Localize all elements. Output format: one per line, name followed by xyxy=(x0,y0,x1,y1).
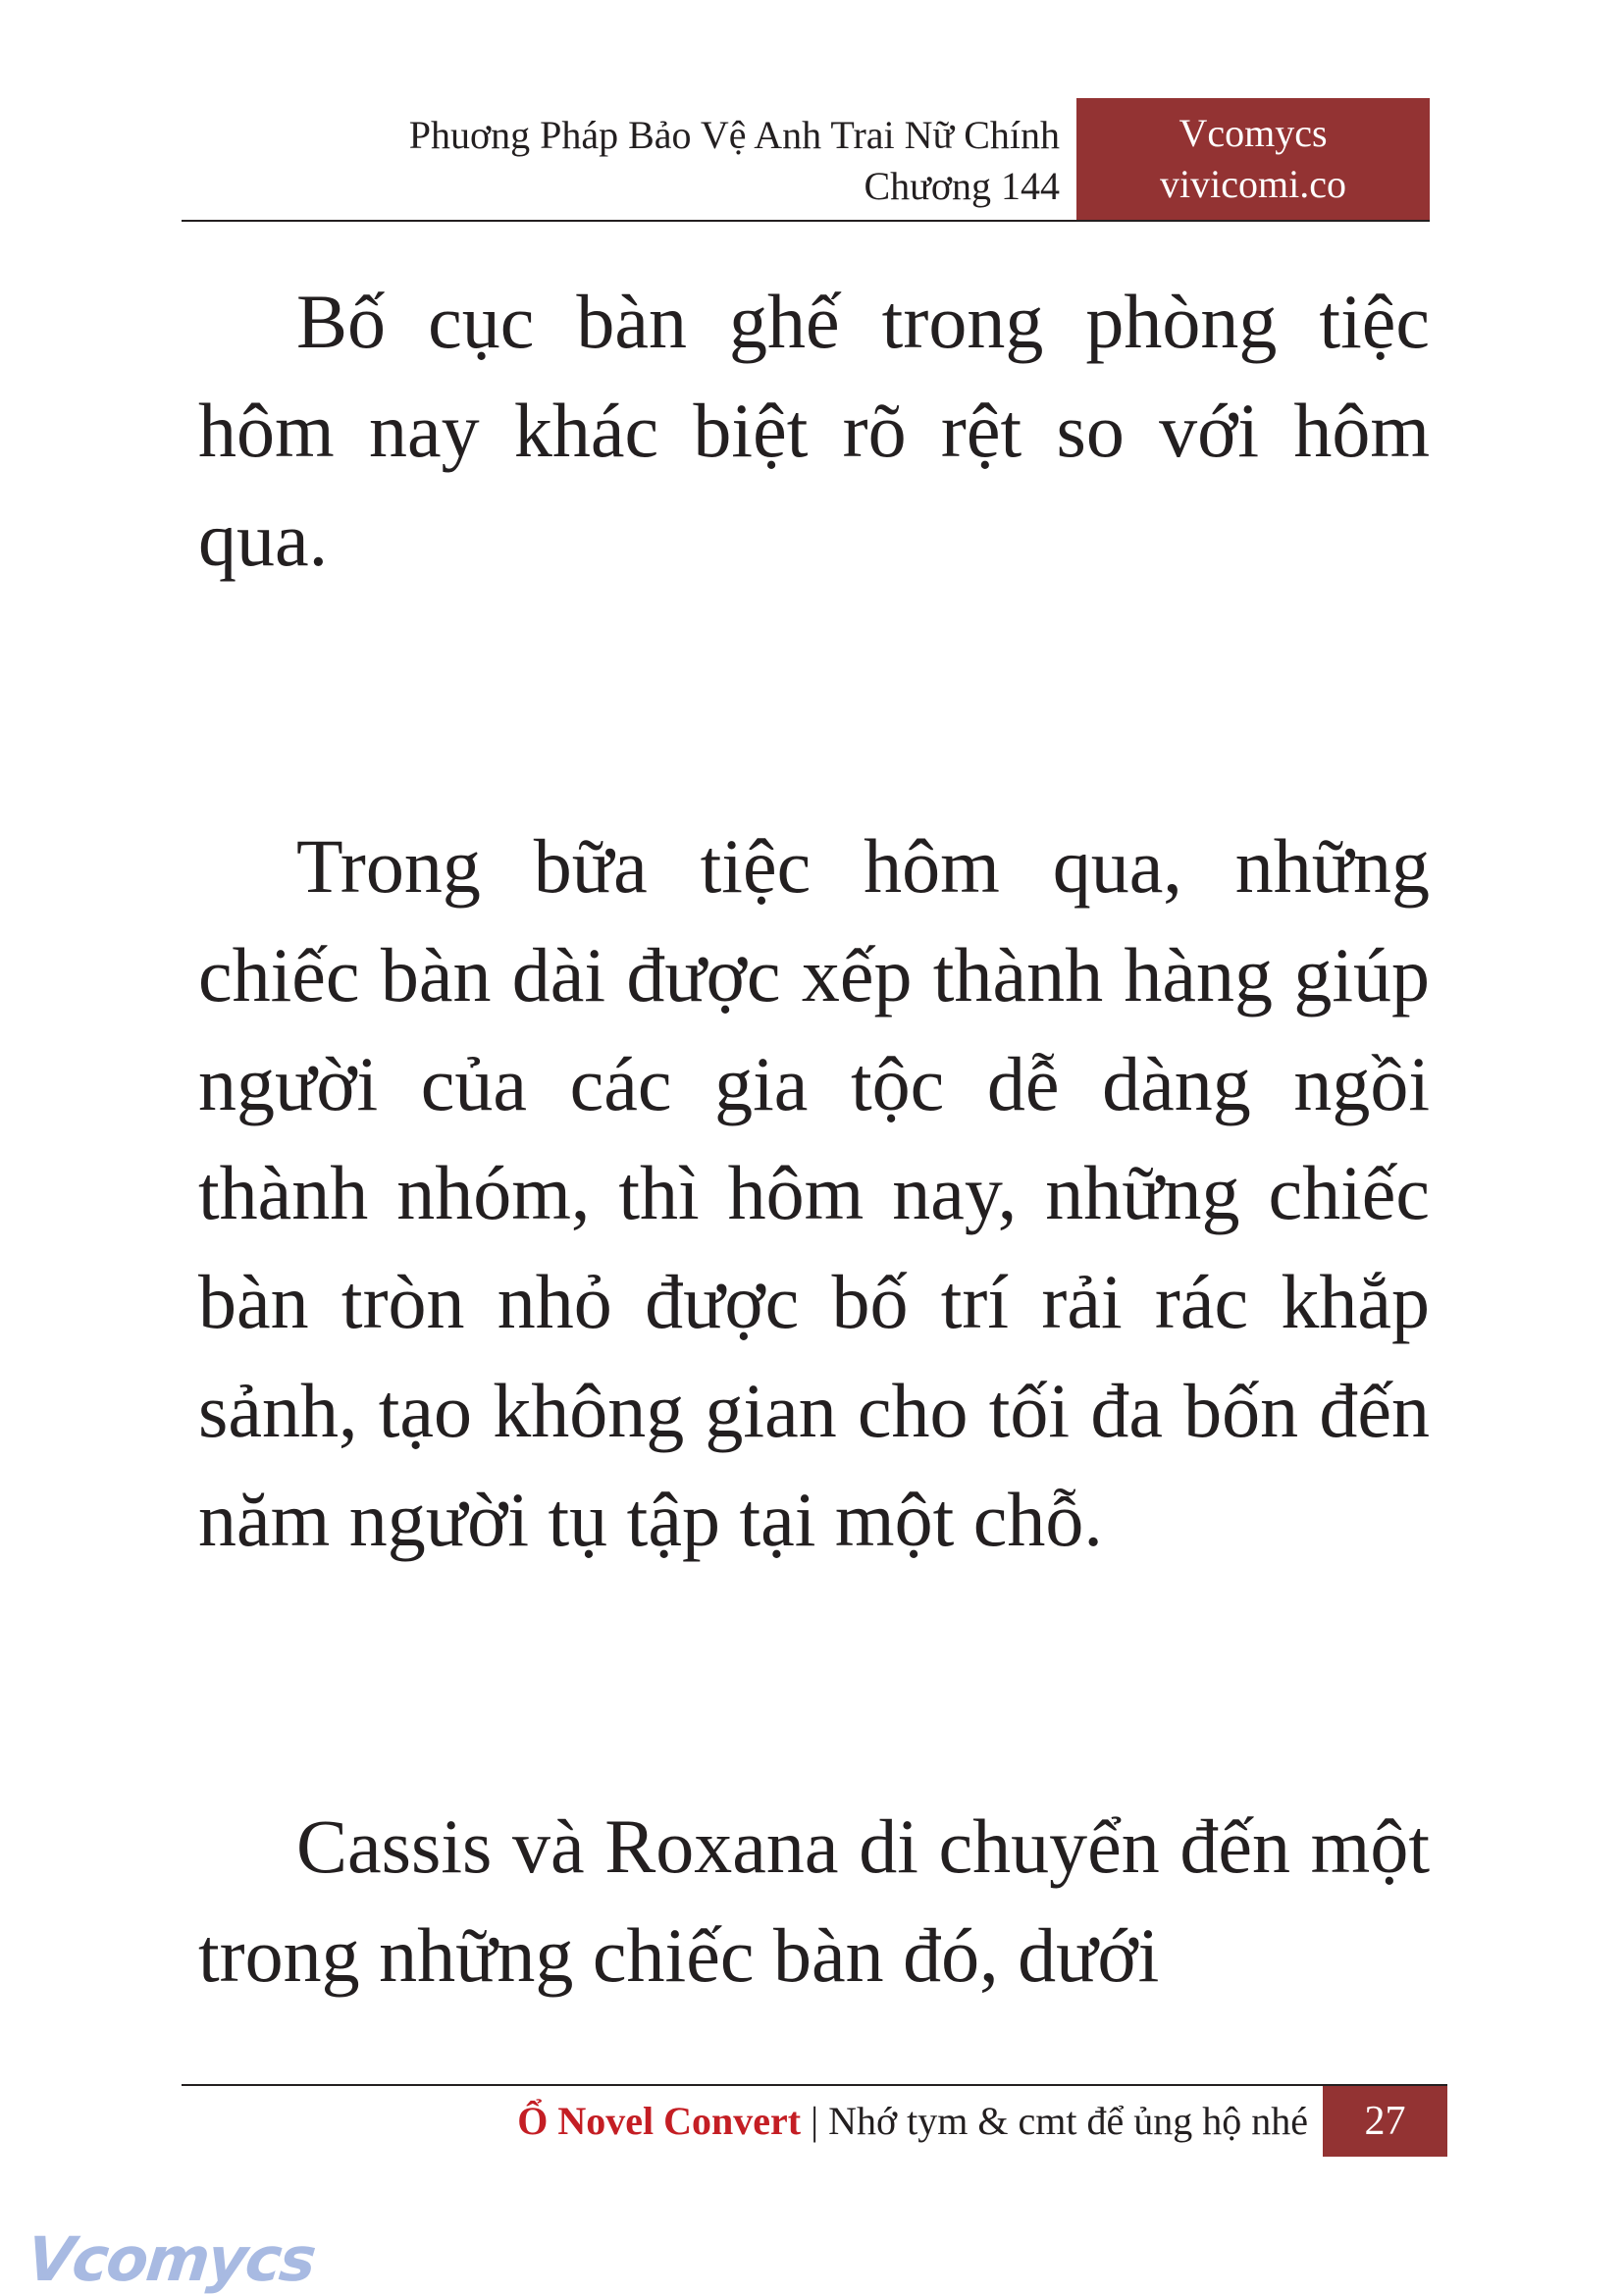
chapter-label: Chương 144 xyxy=(864,164,1060,208)
header-title-block xyxy=(182,110,1060,212)
page-header xyxy=(182,98,1430,220)
site-badge xyxy=(1076,98,1430,220)
paragraph: Bố cục bàn ghế trong phòng tiệc hôm nay khác biệt rõ rệt so với hôm qua. xyxy=(198,279,1430,582)
paragraph: Trong bữa tiệc hôm qua, những chiếc bàn dài được xếp thành hàng giúp người của các gia tộc dễ dàng ngồi thành nhóm, thì hôm nay, những chiếc bàn tròn nhỏ được bố trí rải rác khắp sảnh, tạo không gian cho tối đa bốn đến năm người tụ tập tại một chỗ. xyxy=(198,823,1430,1562)
site-url: vivicomi.co xyxy=(1160,162,1346,206)
chapter-body xyxy=(198,267,1430,2227)
footer-brand: Ổ Novel Convert xyxy=(517,2099,802,2143)
book-title: Phuơng Pháp Bảo Vệ Anh Trai Nữ Chính xyxy=(408,113,1060,157)
footer-divider xyxy=(182,2084,1447,2086)
page-footer xyxy=(182,2096,1308,2147)
watermark-logo: Vcomycs xyxy=(24,2223,318,2295)
page-number: 27 xyxy=(1323,2086,1447,2157)
footer-message: Nhớ tym & cmt để ủng hộ nhé xyxy=(828,2099,1308,2143)
footer-separator: | xyxy=(811,2099,819,2143)
paragraph: Cassis và Roxana di chuyển đến một trong những chiếc bàn đó, dưới xyxy=(198,1803,1430,1998)
site-name: Vcomycs xyxy=(1179,111,1328,155)
header-divider xyxy=(182,220,1430,222)
